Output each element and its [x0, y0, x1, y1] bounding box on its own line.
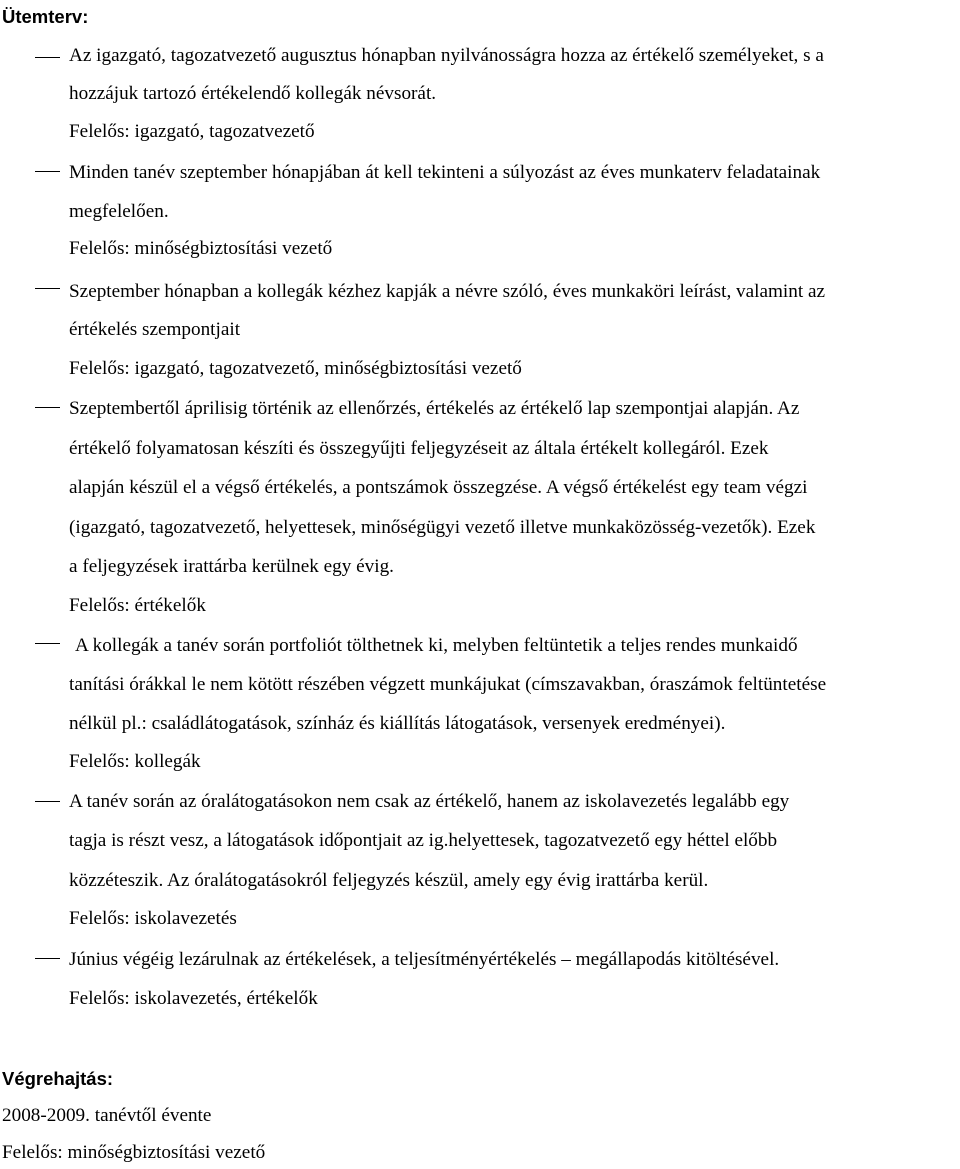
item-text-line: közzéteszik. Az óralátogatásokról feljegyzés készül, amely egy évig irattárba kerül. [69, 870, 709, 891]
item-text-line: hozzájuk tartozó értékelendő kollegák névsorát. [69, 83, 437, 104]
item-text-line: nélkül pl.: családlátogatások, színház és kiállítás látogatások, versenyek eredményei). [69, 713, 726, 734]
item-text-line: tagja is részt vesz, a látogatások időpontjait az ig.helyettesek, tagozatvezető egy héttel előbb [69, 830, 778, 851]
item-text-line: a feljegyzések irattárba kerülnek egy évig. [69, 556, 394, 577]
dash-bullet-icon [35, 288, 60, 289]
item-text-line: tanítási órákkal le nem kötött részében végzett munkájukat (címszavakban, óraszámok feltüntetése [69, 674, 827, 695]
item-responsible: Felelős: igazgató, tagozatvezető, minőségbiztosítási vezető [69, 358, 522, 379]
item-text-line: Az igazgató, tagozatvezető augusztus hónapban nyilvánosságra hozza az értékelő személyeket, s a [69, 45, 824, 66]
item-responsible: Felelős: iskolavezetés [69, 908, 237, 929]
item-text-line: (igazgató, tagozatvezető, helyettesek, minőségügyi vezető illetve munkaközösség-vezetők). Ezek [69, 517, 816, 538]
dash-bullet-icon [35, 57, 60, 58]
item-text-line: A tanév során az óralátogatásokon nem csak az értékelő, hanem az iskolavezetés legalább egy [69, 791, 790, 812]
item-responsible: Felelős: kollegák [69, 751, 201, 772]
execution-heading: Végrehajtás: [2, 1068, 114, 1089]
item-responsible: Felelős: értékelők [69, 595, 206, 616]
item-text-line: Szeptembertől áprilisig történik az ellenőrzés, értékelés az értékelő lap szempontjai alapján. Az [69, 398, 800, 419]
dash-bullet-icon [35, 643, 60, 644]
item-text-line: értékelés szempontjait [69, 319, 241, 340]
item-responsible: Felelős: minőségbiztosítási vezető [69, 238, 333, 259]
item-text-line: megfelelően. [69, 201, 169, 222]
execution-period: 2008-2009. tanévtől évente [2, 1105, 212, 1126]
item-text-line: A kollegák a tanév során portfoliót tölthetnek ki, melyben feltüntetik a teljes rendes munkaidő [75, 635, 798, 656]
item-text-line: értékelő folyamatosan készíti és összegyűjti feljegyzéseit az általa értékelt kollegáról. Ezek [69, 438, 769, 459]
item-text-line: Június végéig lezárulnak az értékelések, a teljesítményértékelés – megállapodás kitöltésével. [69, 949, 780, 970]
execution-responsible: Felelős: minőségbiztosítási vezető [2, 1142, 266, 1163]
schedule-heading: Ütemterv: [2, 6, 89, 27]
dash-bullet-icon [35, 958, 60, 959]
item-responsible: Felelős: igazgató, tagozatvezető [69, 121, 315, 142]
item-text-line: Szeptember hónapban a kollegák kézhez kapják a névre szóló, éves munkaköri leírást, valamint az [69, 281, 826, 302]
dash-bullet-icon [35, 171, 60, 172]
item-responsible: Felelős: iskolavezetés, értékelők [69, 988, 318, 1009]
item-text-line: alapján készül el a végső értékelés, a pontszámok összegzése. A végső értékelést egy team végzi [69, 477, 808, 498]
dash-bullet-icon [35, 801, 60, 802]
item-text-line: Minden tanév szeptember hónapjában át kell tekinteni a súlyozást az éves munkaterv feladatainak [69, 162, 821, 183]
dash-bullet-icon [35, 407, 60, 408]
